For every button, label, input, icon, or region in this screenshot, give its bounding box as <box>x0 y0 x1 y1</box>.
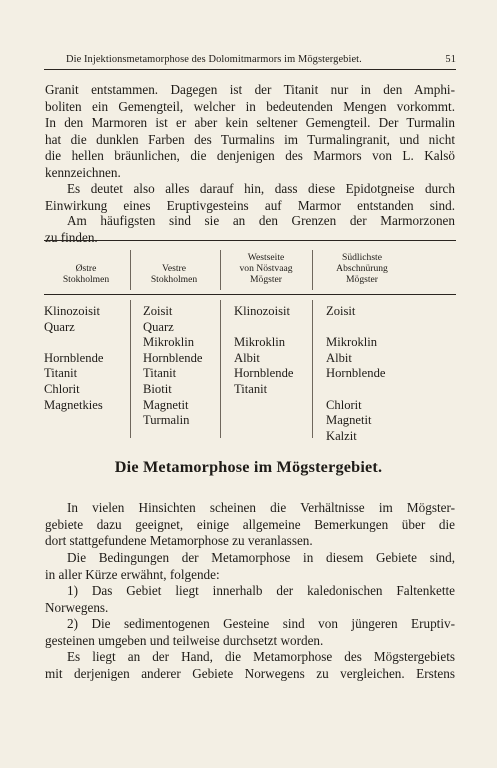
table-cell: Klinozoisit <box>44 304 100 318</box>
table-cell: Mikroklin <box>326 335 378 350</box>
table-cell: Hornblende <box>234 366 294 381</box>
section-heading: Die Metamorphose im Mögstergebiet. <box>114 458 383 476</box>
column-header <box>132 263 216 285</box>
table-rule-header <box>44 294 456 295</box>
paragraph-8 <box>45 649 455 682</box>
table-cell: Quarz <box>143 319 174 334</box>
header-rule <box>44 69 456 70</box>
table-column-sudlichste-abschnurung <box>326 304 385 444</box>
table-column-vestre-stokholmen <box>143 304 202 429</box>
table-column-westseite-nostvaag <box>234 304 293 398</box>
table-cell: Magnetit <box>326 413 372 428</box>
paragraph-2 <box>45 181 455 214</box>
table-cell: Hornblende <box>44 350 104 365</box>
table-rule-top <box>44 240 456 241</box>
column-divider <box>220 250 221 290</box>
table-cell: Titanit <box>44 366 78 381</box>
table-cell: Chlorit <box>326 397 362 412</box>
table-cell: Quarz <box>44 319 75 334</box>
text-line: Einwirkung eines Eruptivgesteins auf Marmor entstanden sind. <box>45 197 455 213</box>
table-cell: Chlorit <box>44 381 80 396</box>
text-line: Granit entstammen. Dagegen ist der Titanit nur in den Amphi- <box>45 82 455 97</box>
column-header-text: Südlichste Abschnürung Mögster <box>336 252 388 285</box>
paragraph-7 <box>45 616 455 649</box>
table-cell: Turmalin <box>143 413 190 428</box>
table-cell: Zoisit <box>143 304 173 318</box>
text-line: die hellen bräunlichen, die denjenigen des Marmors von L. Kalsö <box>45 148 455 164</box>
text-line: In vielen Hinsichten scheinen die Verhältnisse im Mögster- <box>67 500 455 515</box>
column-divider <box>312 250 313 290</box>
table-cell: Zoisit <box>326 304 356 318</box>
running-title: Die Injektionsmetamorphose des Dolomitmarmors im Mögstergebiet. <box>66 54 362 65</box>
table-cell: Hornblende <box>143 350 203 365</box>
text-line: Am häufigsten sind sie an den Grenzen der Marmorzonen <box>67 213 455 228</box>
paragraph-3 <box>45 213 455 246</box>
column-header <box>314 252 410 285</box>
column-header <box>44 263 128 285</box>
text-line: gebiete dazu geeignet, einige allgemeine Bemerkungen über die <box>45 516 455 532</box>
text-line: Die Bedingungen der Metamorphose in diesem Gebiete sind, <box>67 550 455 565</box>
text-line: gesteinen umgeben und teilweise durchsetzt worden. <box>45 632 324 648</box>
paragraph-6 <box>45 583 455 616</box>
table-column-ostre-stokholmen <box>44 304 103 413</box>
column-header-text: Østre Stokholmen <box>62 263 110 285</box>
text-line: boliten ein Gemengteil, welcher in bedeutenden Mengen vorkommt. <box>45 98 455 114</box>
table-cell <box>234 320 293 336</box>
column-divider <box>130 300 131 438</box>
column-header-text: Vestre Stokholmen <box>150 263 198 285</box>
text-line: In den Marmoren ist er aber kein seltener Gemengteil. Der Turmalin <box>45 115 455 131</box>
table-cell: Titanit <box>234 381 268 396</box>
text-line: in aller Kürze erwähnt, folgende: <box>45 566 220 582</box>
column-divider <box>130 250 131 290</box>
table-cell: Magnetkies <box>44 397 103 412</box>
table-cell <box>326 320 385 336</box>
page-number: 51 <box>445 54 456 65</box>
table-cell: Biotit <box>143 381 172 396</box>
text-line: dort stattgefundene Metamorphose zu veranlassen. <box>45 533 313 549</box>
table-cell: Mikroklin <box>143 335 195 350</box>
table-cell: Kalzit <box>326 428 357 443</box>
paragraph-5 <box>45 550 455 583</box>
table-cell: Magnetit <box>143 397 189 412</box>
table-cell: Titanit <box>143 366 177 381</box>
table-cell: Mikroklin <box>234 335 286 350</box>
table-cell: Albit <box>234 350 260 365</box>
text-line: Norwegens. <box>45 599 109 615</box>
paragraph-4 <box>45 500 455 550</box>
text-line: 2) Die sedimentogenen Gesteine sind von jüngeren Eruptiv- <box>67 616 455 631</box>
text-line: kennzeichnen. <box>45 164 121 180</box>
table-cell: Albit <box>326 350 352 365</box>
table-cell <box>326 382 385 398</box>
column-divider <box>220 300 221 438</box>
column-header-text: Westseite von Nöstvaag Mögster <box>239 252 293 285</box>
paragraph-1 <box>45 82 455 182</box>
text-line: hat die dunklen Farben des Turmalins im Turmalingranit, und nicht <box>45 131 455 147</box>
column-header <box>222 252 310 285</box>
text-line: 1) Das Gebiet liegt innerhalb der kaledonischen Faltenkette <box>67 583 455 598</box>
text-line: Es liegt an der Hand, die Metamorphose des Mögstergebiets <box>67 649 455 664</box>
column-divider <box>312 300 313 438</box>
table-cell <box>44 335 103 351</box>
table-cell: Klinozoisit <box>234 304 290 318</box>
text-line: Es deutet also alles darauf hin, dass diese Epidotgneise durch <box>67 181 455 196</box>
text-line: mit derjenigen anderer Gebiete Norwegens zu vergleichen. Erstens <box>45 665 455 681</box>
text-line: zu finden. <box>45 229 98 245</box>
table-cell: Hornblende <box>326 366 386 381</box>
